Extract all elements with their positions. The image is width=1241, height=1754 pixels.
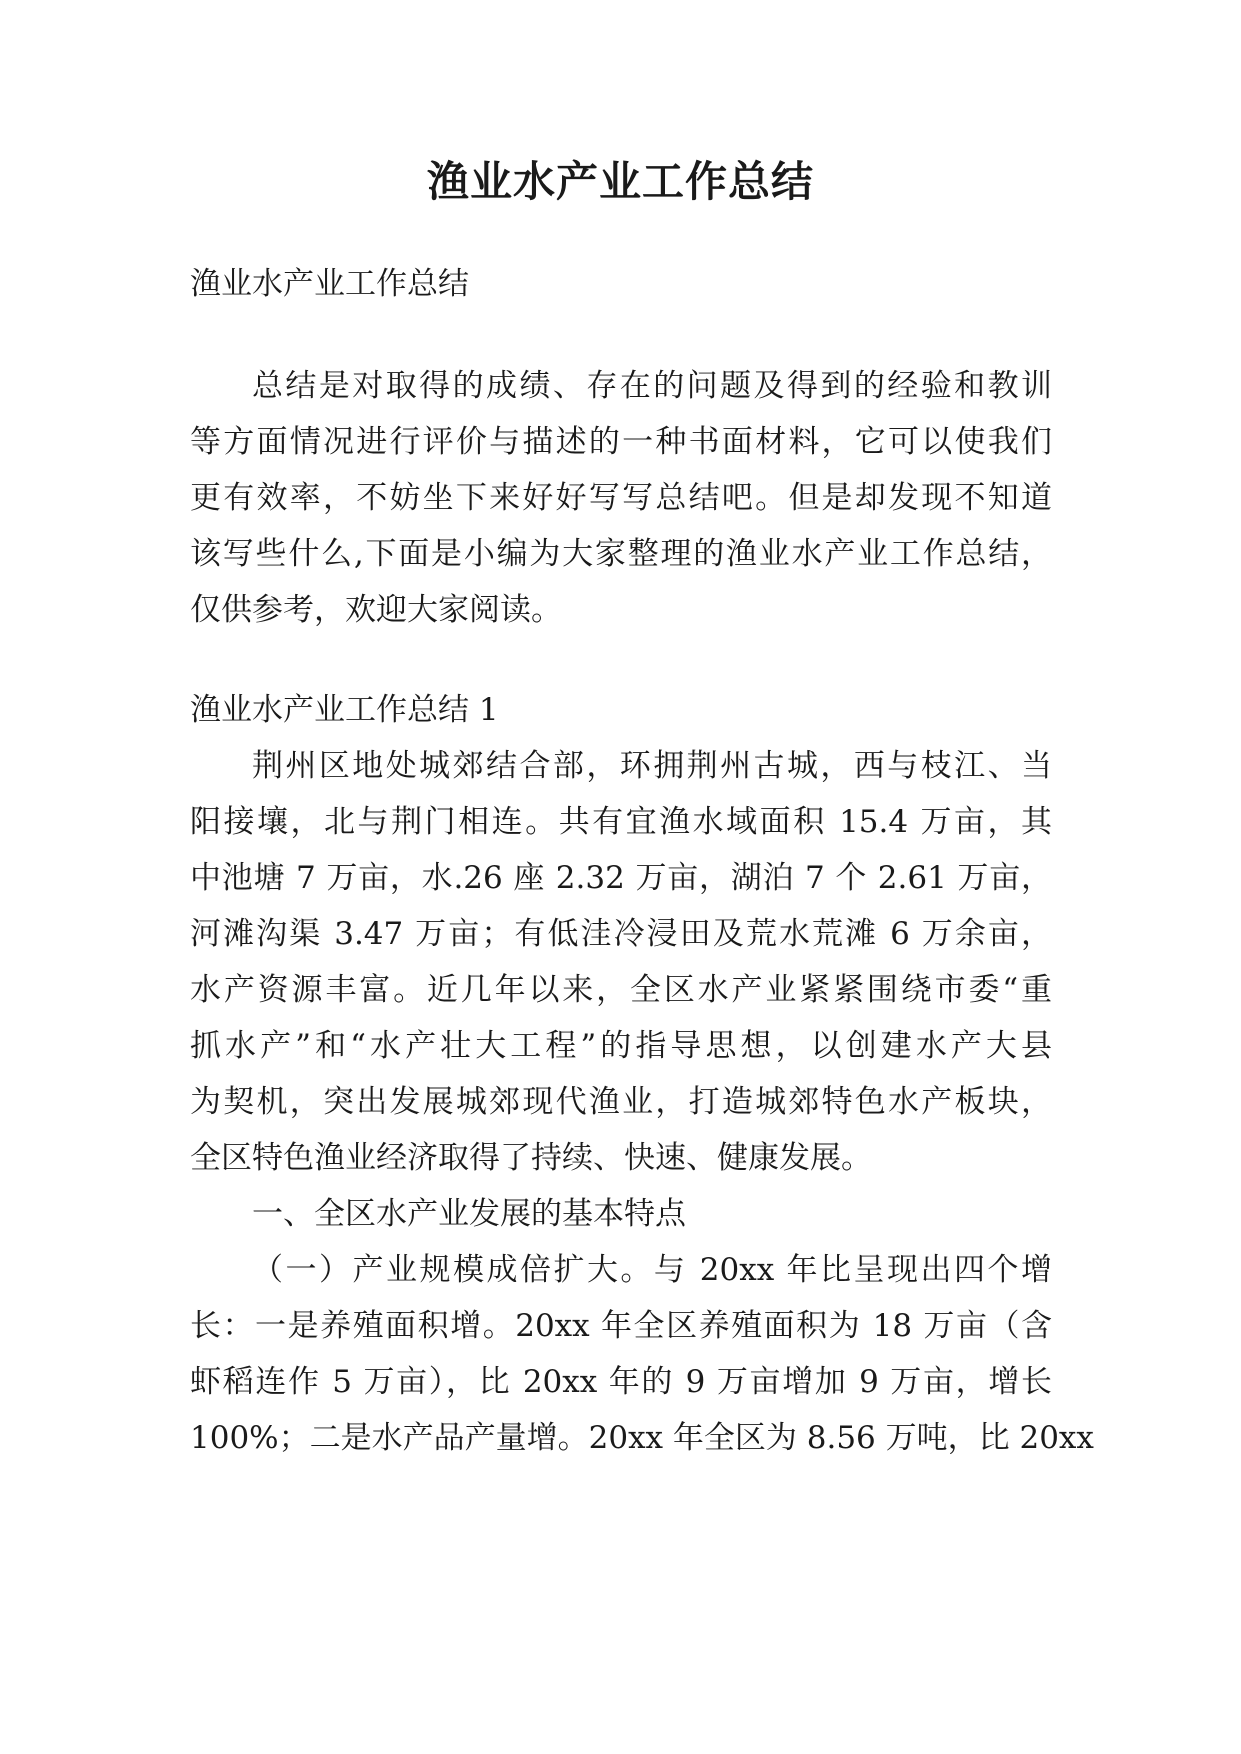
para2-line-1: （一）产业规模成倍扩大。与 20xx 年比呈现出四个增 bbox=[252, 1252, 1052, 1288]
intro-line-4: 该写些什么,下面是小编为大家整理的渔业水产业工作总结， bbox=[190, 536, 1052, 572]
section1-line-8: 全区特色渔业经济取得了持续、快速、健康发展。 bbox=[190, 1140, 872, 1176]
section1-line-2: 阳接壤，北与荆门相连。共有宜渔水域面积 15.4 万亩，其 bbox=[190, 804, 1052, 840]
document-subtitle: 渔业水产业工作总结 bbox=[190, 266, 469, 302]
section1-line-6: 抓水产”和“水产壮大工程”的指导思想，以创建水产大县 bbox=[190, 1028, 1052, 1064]
document-title: 渔业水产业工作总结 bbox=[426, 157, 814, 206]
para2-line-4: 100%；二是水产品产量增。20xx 年全区为 8.56 万吨，比 20xx bbox=[190, 1420, 1094, 1456]
para2-line-2: 长：一是养殖面积增。20xx 年全区养殖面积为 18 万亩（含 bbox=[190, 1308, 1052, 1344]
subheading-basic-features: 一、全区水产业发展的基本特点 bbox=[252, 1196, 686, 1232]
section1-line-1: 荆州区地处城郊结合部，环拥荆州古城，西与枝江、当 bbox=[252, 748, 1052, 784]
intro-line-5: 仅供参考，欢迎大家阅读。 bbox=[190, 592, 562, 628]
section1-line-4: 河滩沟渠 3.47 万亩；有低洼冷浸田及荒水荒滩 6 万余亩， bbox=[190, 916, 1052, 952]
intro-line-3: 更有效率，不妨坐下来好好写写总结吧。但是却发现不知道 bbox=[190, 480, 1052, 516]
section1-line-3: 中池塘 7 万亩，水.26 座 2.32 万亩，湖泊 7 个 2.61 万亩， bbox=[190, 860, 1052, 896]
intro-line-1: 总结是对取得的成绩、存在的问题及得到的经验和教训 bbox=[252, 368, 1052, 404]
intro-line-2: 等方面情况进行评价与描述的一种书面材料，它可以使我们 bbox=[190, 424, 1052, 460]
para2-line-3: 虾稻连作 5 万亩），比 20xx 年的 9 万亩增加 9 万亩，增长 bbox=[190, 1364, 1052, 1400]
section1-line-7: 为契机，突出发展城郊现代渔业，打造城郊特色水产板块， bbox=[190, 1084, 1052, 1120]
section1-heading: 渔业水产业工作总结 1 bbox=[190, 692, 499, 728]
section1-line-5: 水产资源丰富。近几年以来，全区水产业紧紧围绕市委“重 bbox=[190, 972, 1052, 1008]
